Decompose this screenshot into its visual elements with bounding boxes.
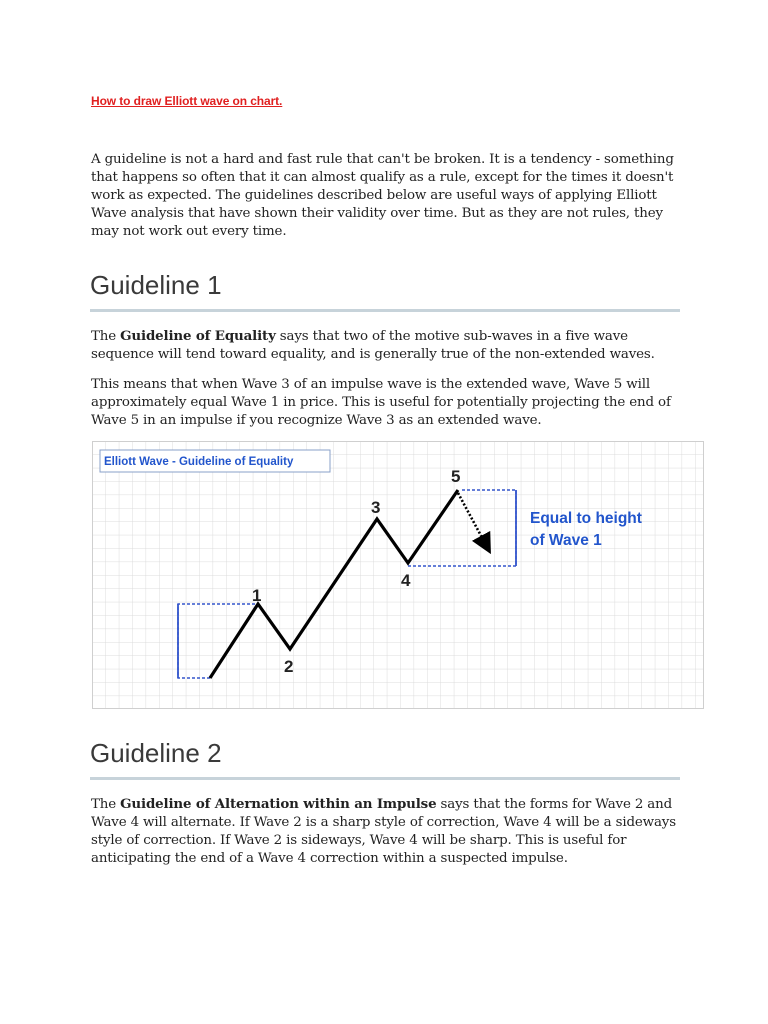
elliott-wave-chart <box>92 441 704 709</box>
guideline-2-p1-rest: says that the forms for Wave 2 and Wave 4 will alternate. If Wave 2 is a sharp style of correction, Wave 4 will be a sideways style of correction. If Wave 2 is sideways, Wave 4 will be sharp. This is useful for anticipating the end of a Wave 4 correction within a suspected impulse. <box>91 797 676 866</box>
guideline-2-p1-prefix: The <box>91 797 121 812</box>
guideline-1-p1-rest: says that two of the motive sub-waves in a five wave sequence will tend toward equality, and is generally true of the non-extended waves. <box>91 329 655 362</box>
wave-label-2: 2 <box>284 657 294 676</box>
wave-label-3: 3 <box>371 498 381 517</box>
annotation-line-1: Equal to height <box>530 510 642 527</box>
intro-paragraph: A guideline is not a hard and fast rule that can't be broken. It is a tendency - something that happens so often that it can almost qualify as a rule, except for the times it doesn't work as expected. The guidelines described below are useful ways of applying Elliott Wave analysis that have shown their validity over time. But as they are not rules, they may not work out every time. <box>91 152 674 239</box>
guideline-1-divider <box>90 309 680 312</box>
guideline-2-divider <box>90 777 680 780</box>
guideline-1-p1-prefix: The <box>91 329 121 344</box>
guideline-2-p1-bold: Guideline of Alternation within an Impulse <box>120 796 437 812</box>
annotation-line-2: of Wave 1 <box>530 532 602 549</box>
wave-label-1: 1 <box>252 586 262 605</box>
elliott-wave-figure <box>92 441 704 709</box>
wave-label-5: 5 <box>451 467 461 486</box>
guideline-1-p1-bold: Guideline of Equality <box>120 328 276 344</box>
guideline-2-heading: Guideline 2 <box>90 738 222 768</box>
article-title-link[interactable]: How to draw Elliott wave on chart. <box>91 94 283 108</box>
wave-label-4: 4 <box>401 571 411 590</box>
guideline-1-paragraph-1 <box>91 327 681 364</box>
figure-grid <box>92 441 704 709</box>
guideline-1-paragraph-2: This means that when Wave 3 of an impulse wave is the extended wave, Wave 5 will approximately equal Wave 1 in price. This is useful for potentially projecting the end of Wave 5 in an impulse if you recognize Wave 3 as an extended wave. <box>91 377 671 428</box>
figure-title: Elliott Wave - Guideline of Equality <box>104 456 294 468</box>
guideline-2-paragraph <box>91 795 681 868</box>
guideline-1-heading: Guideline 1 <box>90 270 222 300</box>
